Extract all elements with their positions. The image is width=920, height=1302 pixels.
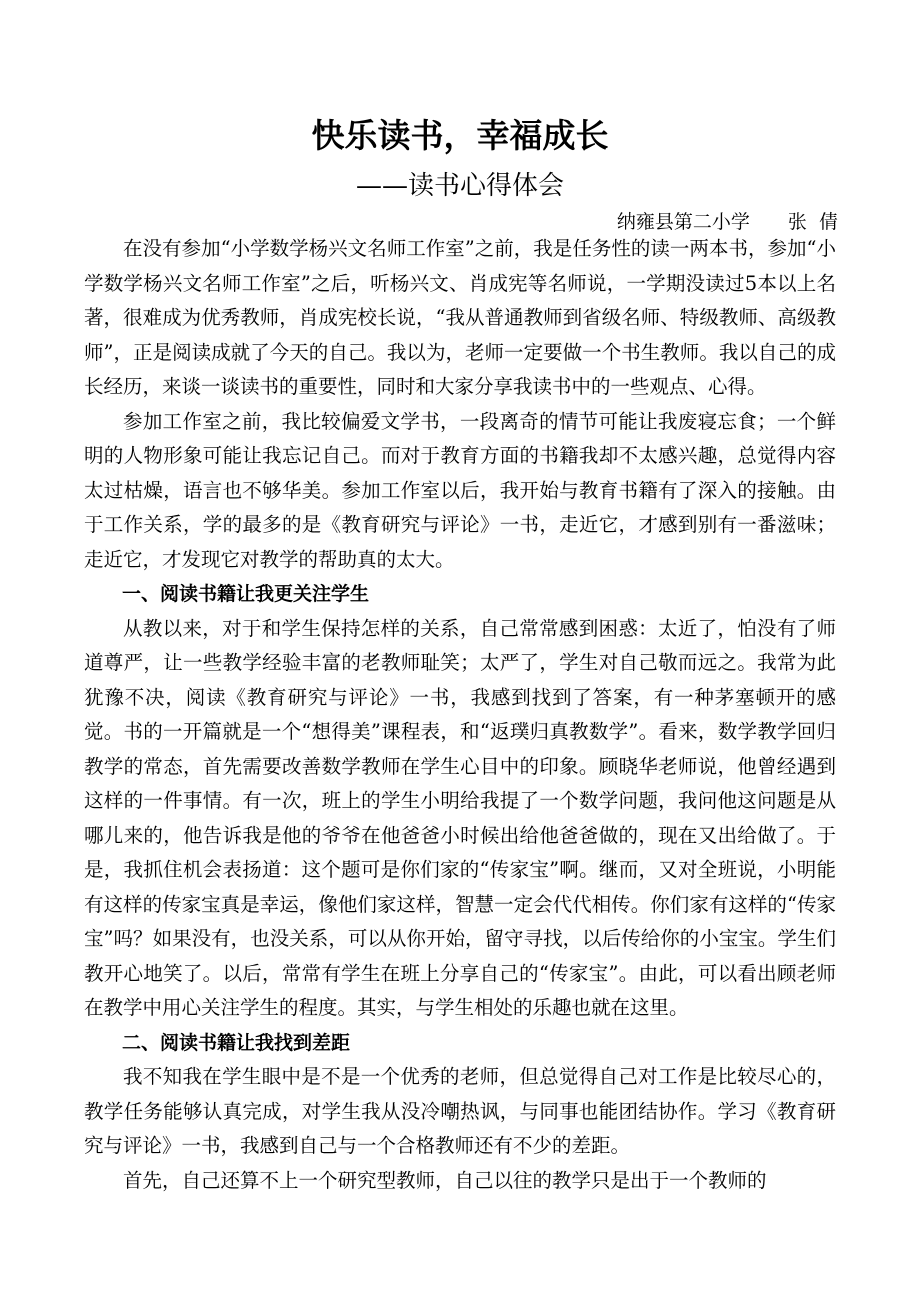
- author-byline: 纳雍县第二小学 张 倩: [616, 211, 838, 233]
- document-subtitle: ——读书心得体会: [355, 171, 564, 201]
- document-title: 快乐读书，幸福成长: [311, 116, 609, 155]
- section-heading-2: 二、阅读书籍让我找到差距: [122, 1031, 351, 1054]
- section-1-paragraph: 从教以来，对于和学生保持怎样的关系，自己常常感到困惑：太近了，怕没有了师道尊严，让一些教学经验丰富的老教师耻笑；太严了，学生对自己敬而远之。我常为此犹豫不决，阅读《教育研究与评论》一书，我感到找到了答案，有一种茅塞顿开的感觉。书的一开篇就是一个“想得美”课程表，和“返璞归真教数学”。看来，数学教学回归教学的常态，首先需要改善数学教师在学生心目中的印象。顾晓华老师说，他曾经遇到这样的一件事情。有一次，班上的学生小明给我提了一个数学问题，我问他这问题是从哪儿来的，他告诉我是他的爷爷在他爸爸小时候出给他爸爸做的，现在又出给做了。于是，我抓住机会表扬道：这个题可是你们家的“传家宝”啊。继而，又对全班说，小明能有这样的传家宝真是幸运，像他们家这样，智慧一定会代代相传。你们家有这样的“传家宝”吗？如果没有，也没关系，可以从你开始，留守寻找，以后传给你的小宝宝。学生们教开心地笑了。以后，常常有学生在班上分享自己的“传家宝”。由此，可以看出顾老师在教学中用心关注学生的程度。其实，与学生相处的乐趣也就在这里。: [84, 616, 836, 1019]
- section-2-paragraph: 我不知我在学生眼中是不是一个优秀的老师，但总觉得自己对工作是比较尽心的，教学任务能够认真完成，对学生我从没冷嘲热讽，与同事也能团结协作。学习《教育研究与评论》一书，我感到自己与一个合格教师还有不少的差距。: [84, 1065, 836, 1157]
- section-heading-1: 一、阅读书籍让我更关注学生: [122, 583, 370, 605]
- section-2-paragraph-2: 首先，自己还算不上一个研究型教师，自己以往的教学只是出于一个教师的: [123, 1168, 767, 1192]
- document-body: [84, 232, 836, 1198]
- intro-paragraph-2: 参加工作室之前，我比较偏爱文学书，一段离奇的情节可能让我废寝忘食；一个鲜明的人物形象可能让我忘记自己。而对于教育方面的书籍我却不太感兴趣，总觉得内容太过枯燥，语言也不够华美。参加工作室以后，我开始与教育书籍有了深入的接触。由于工作关系，学的最多的是《教育研究与评论》一书，走近它，才感到别有一番滋味；走近它，才发现它对教学的帮助真的太大。: [84, 409, 836, 571]
- intro-paragraph-1: 在没有参加“小学数学杨兴文名师工作室”之前，我是任务性的读一两本书，参加“小学数学杨兴文名师工作室”之后，听杨兴文、肖成宪等名师说，一学期没读过5本以上名著，很难成为优秀教师，肖成宪校长说，“我从普通教师到省级名师、特级教师、高级教师”，正是阅读成就了今天的自己。我以为，老师一定要做一个书生教师。我以自己的成长经历，来谈一谈读书的重要性，同时和大家分享我读书中的一些观点、心得。: [84, 237, 836, 398]
